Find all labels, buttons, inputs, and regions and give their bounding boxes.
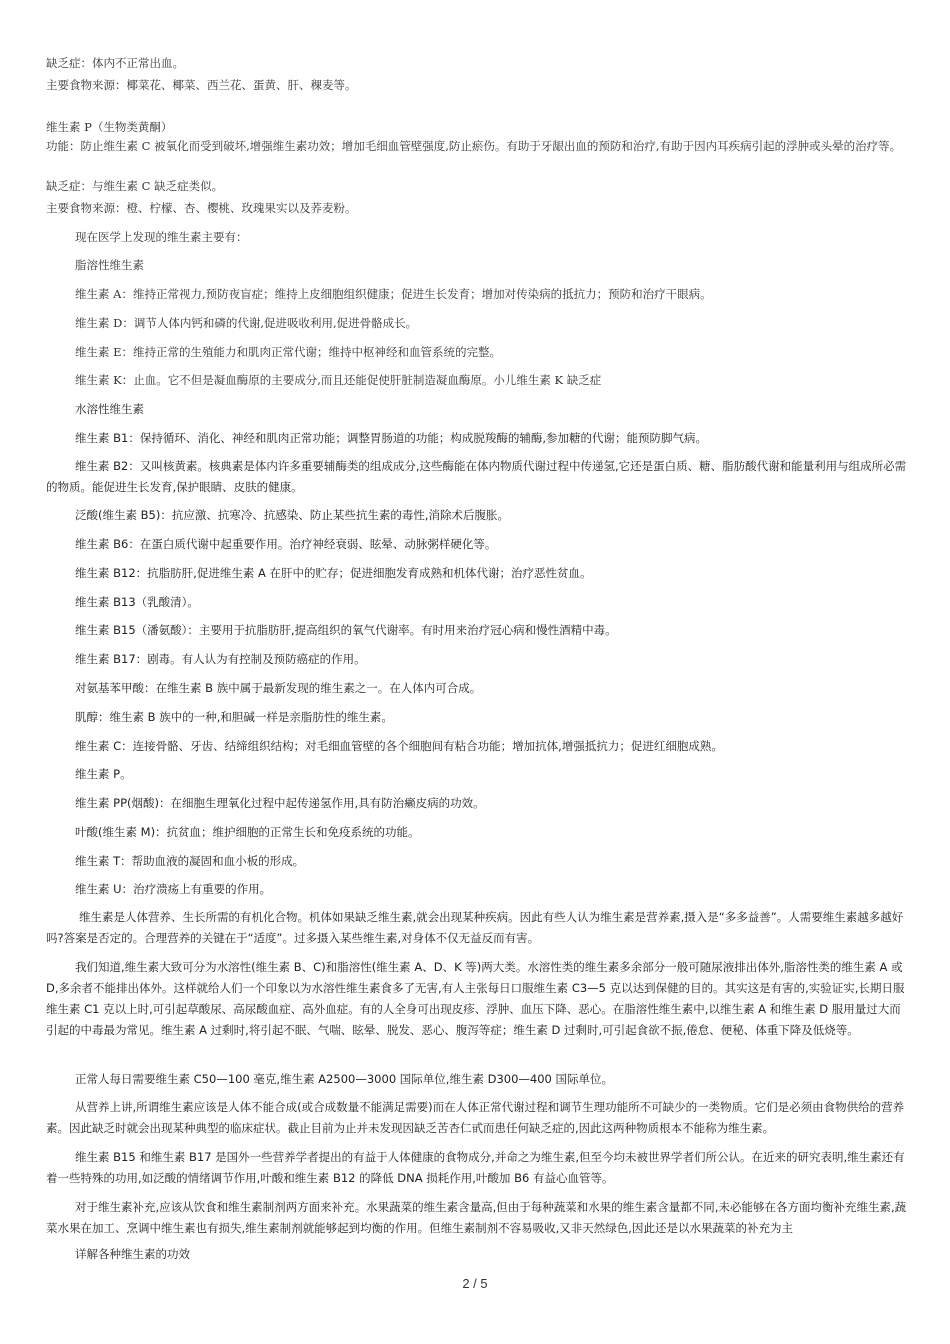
vitamin-b13-item: 维生素 B13（乳酸清）。 (75, 595, 199, 609)
vitamin-pp-item: 维生素 PP(烟酸)：在细胞生理氧化过程中起传递氢作用,具有防治癞皮病的功效。 (75, 796, 485, 810)
paragraph-supplement: 对于维生素补充,应该从饮食和维生素制剂两方面来补充。水果蔬菜的维生素含量高,但由于每种蔬菜和水果的维生素含量都不同,未必能够在各方面均衡补充维生素,蔬菜水果在加工、烹调中维生素也有损失,维生素制剂就能够起到均衡的作用。但维生素制剂不容易吸收,又非天然绿色,因此还是以水果蔬菜的补充为主 (46, 1200, 907, 1235)
vitamin-b15-item: 维生素 B15（潘氨酸）：主要用于抗脂肪肝,提高组织的氧气代谢率。有时用来治疗冠心病和慢性酒精中毒。 (75, 623, 617, 637)
paba-item: 对氨基苯甲酸：在维生素 B 族中属于最新发现的维生素之一。在人体内可合成。 (75, 681, 482, 695)
folic-acid-item: 叶酸(维生素 M)：抗贫血；维护细胞的正常生长和免疫系统的功能。 (75, 825, 420, 839)
vitamin-e-item: 维生素 E：维持正常的生殖能力和肌肉正常代谢；维持中枢神经和血管系统的完整。 (75, 345, 502, 359)
vitamin-p-food: 主要食物来源：橙、柠檬、杏、樱桃、玫瑰果实以及荞麦粉。 (46, 201, 357, 215)
food-source-line: 主要食物来源：椰菜花、椰菜、西兰花、蛋黄、肝、稞麦等。 (46, 78, 357, 92)
vitamin-d-item: 维生素 D：调节人体内钙和磷的代谢,促进吸收利用,促进骨骼成长。 (75, 316, 418, 330)
vitamin-b6-item: 维生素 B6：在蛋白质代谢中起重要作用。治疗神经衰弱、眩晕、动脉粥样硬化等。 (75, 537, 497, 551)
intro-line: 现在医学上发现的维生素主要有： (75, 230, 248, 244)
deficiency-line: 缺乏症：体内不正常出血。 (46, 56, 184, 70)
vitamin-p-title: 维生素 P（生物类黄酮） (46, 120, 173, 134)
paragraph-definition: 从营养上讲,所谓维生素应该是人体不能合成(或合成数量不能满足需要)而在人体正常代谢过程和调节生理功能所不可缺少的一类物质。它们是必须由食物供给的营养素。因此缺乏时就会出现某种典型的临床症状。截止目前为止并未发现因缺乏苦杏仁甙而患任何缺乏症的,因此这两种物质根本不能称为维生素。 (46, 1100, 905, 1135)
paragraph-classification: 我们知道,维生素大致可分为水溶性(维生素 B、C)和脂溶性(维生素 A、D、K 等)两大类。水溶性类的维生素多余部分一般可随尿液排出体外,脂溶性类的维生素 A 或 D,多余者不能排出体外。这样就给人们一个印象以为水溶性维生素食多了无害,有人主张每日口服维生素 C3—5 克以达到保健的目的。其实这是有害的,实验证实,长期日服维生素 C1 克以上时,可引起草酸尿、高尿酸血症、高外血症。有的人全身可出现皮疹、浮肿、血压下降、恶心。在脂溶性维生素中,以维生素 A 和维生素 D 服用量过大而引起的中毒最为常见。维生素 A 过剩时,将引起不眠、气喘、眩晕、脱发、恶心、腹泻等症；维生素 D 过剩时,可引起食欲不振,倦怠、便秘、体重下降及低烧等。 (46, 960, 905, 1037)
inositol-item: 肌醇：维生素 B 族中的一种,和胆碱一样是亲脂肪性的维生素。 (75, 710, 393, 724)
vitamin-b5-item: 泛酸(维生素 B5)：抗应激、抗寒冷、抗感染、防止某些抗生素的毒性,消除术后腹胀。 (75, 508, 509, 522)
vitamin-b12-item: 维生素 B12：抗脂肪肝,促进维生素 A 在肝中的贮存；促进细胞发育成熟和机体代谢；治疗恶性贫血。 (75, 566, 592, 580)
vitamin-a-item: 维生素 A：维持正常视力,预防夜盲症；维持上皮细胞组织健康；促进生长发育；增加对传染病的抵抗力；预防和治疗干眼病。 (75, 287, 712, 301)
vitamin-p-function: 功能：防止维生素 C 被氧化而受到破坏,增强维生素功效；增加毛细血管壁强度,防止瘀伤。有助于牙龈出血的预防和治疗,有助于因内耳疾病引起的浮肿或头晕的治疗等。 (46, 139, 902, 153)
page-number: 2 / 5 (462, 1276, 488, 1291)
vitamin-b1-item: 维生素 B1：保持循环、消化、神经和肌肉正常功能；调整胃肠道的功能；构成脱羧酶的辅酶,参加糖的代谢；能预防脚气病。 (75, 431, 708, 445)
vitamin-b2-item: 维生素 B2：又叫核黄素。核典素是体内许多重要辅酶类的组成成分,这些酶能在体内物质代谢过程中传递氢,它还是蛋白质、糖、脂肪酸代谢和能量利用与组成所必需的物质。能促进生长发育,保护眼睛、皮肤的健康。 (46, 459, 907, 494)
vitamin-p-item: 维生素 P。 (75, 767, 132, 781)
section-heading-details: 详解各种维生素的功效 (75, 1247, 190, 1261)
vitamin-k-item: 维生素 K：止血。它不但是凝血酶原的主要成分,而且还能促使肝脏制造凝血酶原。小儿维生素 K 缺乏症 (75, 373, 602, 387)
vitamin-t-item: 维生素 T：帮助血液的凝固和血小板的形成。 (75, 854, 305, 868)
paragraph-b15-b17: 维生素 B15 和维生素 B17 是国外一些营养学者提出的有益于人体健康的食物成分,并命之为维生素,但至今均未被世界学者们所公认。在近来的研究表明,维生素还有着一些特殊的功用,如泛酸的情绪调节作用,叶酸和维生素 B12 的降低 DNA 损耗作用,叶酸加 B6 有益心血管等。 (46, 1150, 905, 1185)
vitamin-c-item: 维生素 C：连接骨骼、牙齿、结缔组织结构；对毛细血管壁的各个细胞间有粘合功能；增加抗体,增强抵抗力；促进红细胞成熟。 (75, 739, 723, 753)
vitamin-b17-item: 维生素 B17：剧毒。有人认为有控制及预防癌症的作用。 (75, 652, 366, 666)
water-soluble-heading: 水溶性维生素 (75, 402, 144, 416)
vitamin-u-item: 维生素 U：治疗溃疡上有重要的作用。 (75, 882, 272, 896)
vitamin-p-deficiency: 缺乏症：与维生素 C 缺乏症类似。 (46, 179, 224, 193)
paragraph-daily-needs: 正常人每日需要维生素 C50—100 毫克,维生素 A2500—3000 国际单位,维生素 D300—400 国际单位。 (75, 1072, 614, 1086)
paragraph-overview: 维生素是人体营养、生长所需的有机化合物。机体如果缺乏维生素,就会出现某种疾病。因此有些人认为维生素是营养素,摄入是“多多益善”。人需要维生素越多越好吗?答案是否定的。合理营养的关键在于“适度”。过多摄入某些维生素,对身体不仅无益反而有害。 (46, 910, 904, 945)
fat-soluble-heading: 脂溶性维生素 (75, 258, 144, 272)
